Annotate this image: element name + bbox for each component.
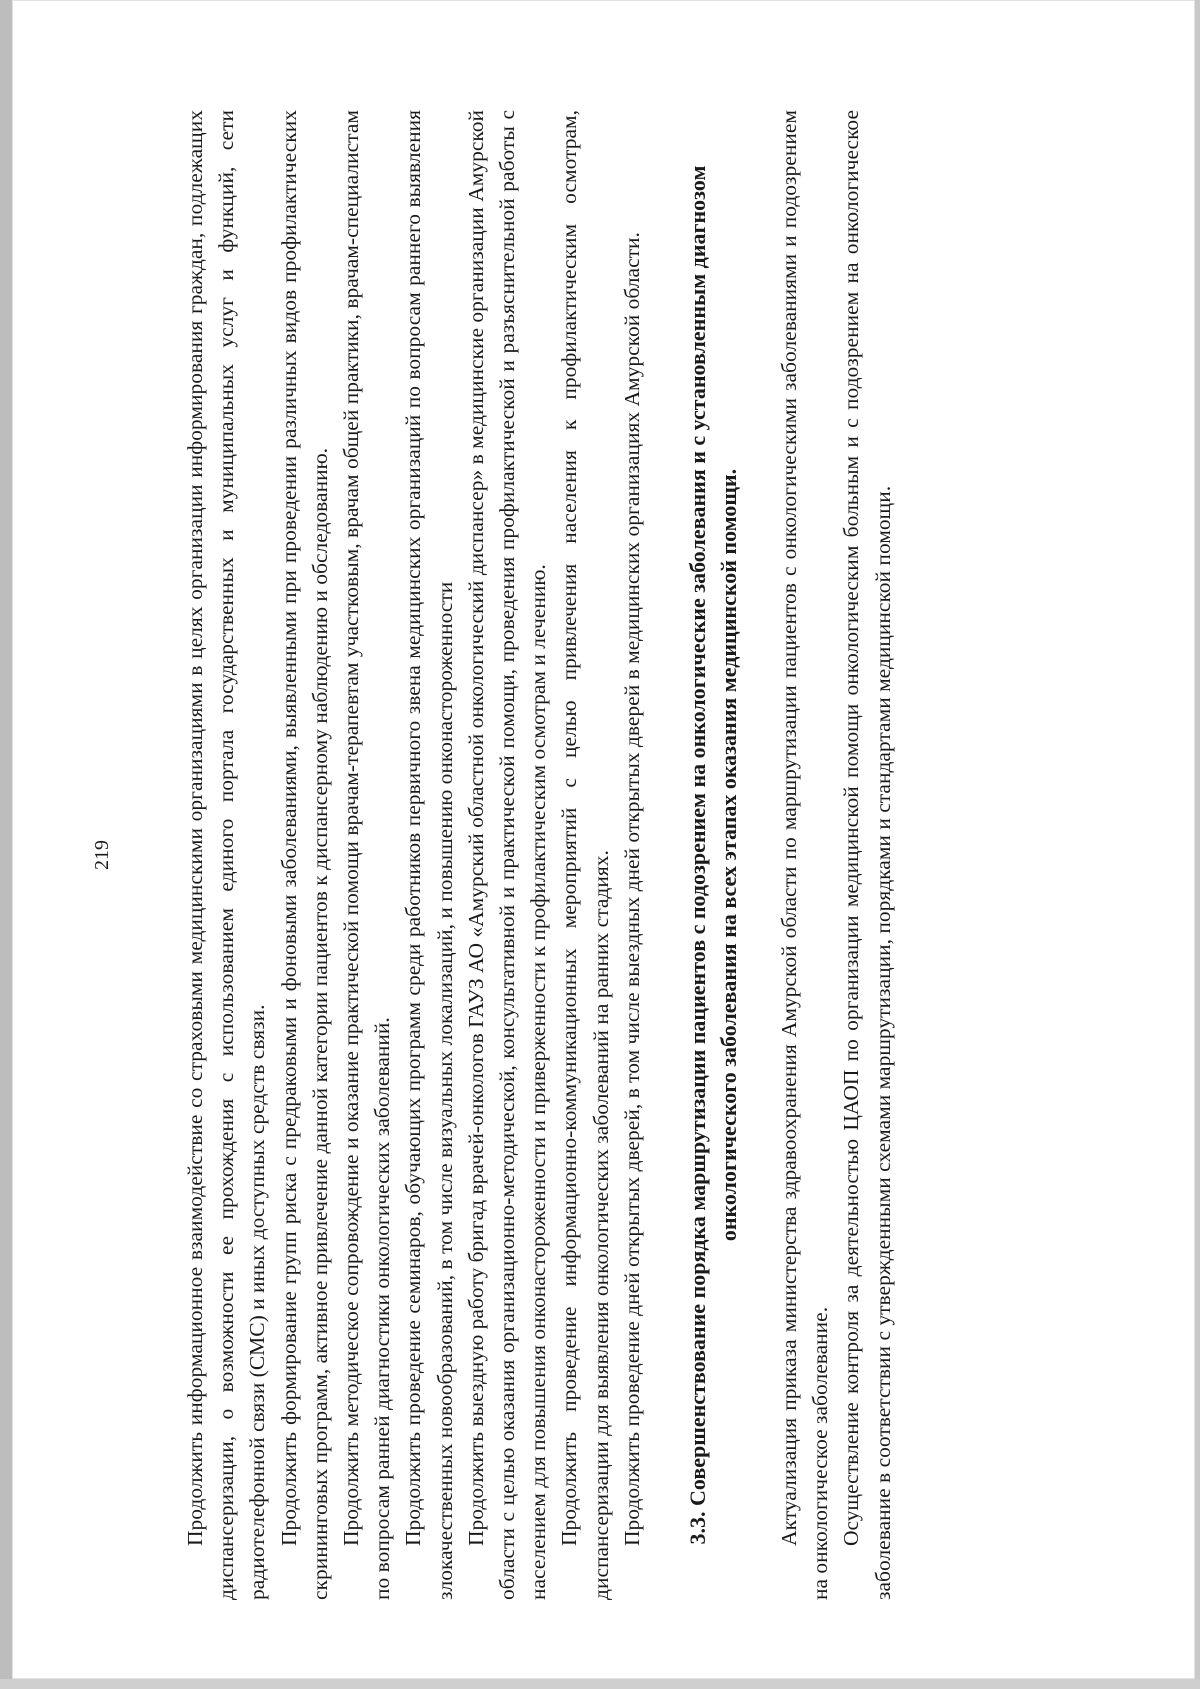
section-number: 3.3. xyxy=(685,1511,711,1545)
scan-bottom-border xyxy=(0,1679,1200,1689)
scan-right-border xyxy=(1195,0,1200,1689)
document-page xyxy=(12,0,1195,1679)
section-heading xyxy=(682,110,744,1600)
paragraph: Продолжить формирование групп риска с предраковыми и фоновыми заболеваниями, выявленными при проведении различных видов профилактических скрининговых программ, активное привлечение данной категории пациентов к диспансерному наблюдению и обследованию. xyxy=(276,110,332,1600)
paragraph: Осуществление контроля за деятельностью ЦАОП по организации медицинской помощи онкологическим больным и с подозрением на онкологическое заболевание в соответствии с утвержденными схемами маршрутизации, порядками и стандартами медицинской помощи. xyxy=(839,110,895,1600)
paragraph: Продолжить выездную работу бригад врачей-онкологов ГАУЗ АО «Амурский областной онкологический диспансер» в медицинские организации Амурской области с целью оказания организационно-методической, консультативной и практической помощи, проведения профилактической и разъяснительной работы с населением для повышения онконастороженности и приверженности к профилактическим осмотрам и лечению. xyxy=(463,110,551,1600)
section-title: Совершенствование порядка маршрутизации пациентов с подозрением на онкологические заболевания и с установленным диагнозом онкологического заболевания на всех этапах оказания медицинской помощи. xyxy=(685,165,742,1506)
paragraph: Продолжить проведение информационно-коммуникационных мероприятий с целью привлечения населения к профилактическим осмотрам, диспансеризации для выявления онкологических заболеваний на ранних стадиях. xyxy=(557,110,613,1600)
paragraph: Продолжить проведение дней открытых дверей, в том числе выездных дней открытых дверей в медицинских организациях Амурской области. xyxy=(619,232,644,1546)
scan-left-border xyxy=(0,0,12,1689)
paragraph: Продолжить проведение семинаров, обучающих программ среди работников первичного звена медицинских организаций по вопросам раннего выявления злокачественных новообразований, в том числе визуальных локализаций, и повышению онконастороженности xyxy=(401,110,457,1600)
paragraph: Продолжить методическое сопровождение и оказание практической помощи врачам-терапевтам участковым, врачам общей практики, врачам-специалистам по вопросам ранней диагностики онкологических заболеваний. xyxy=(339,110,395,1600)
paragraph: Продолжить информационное взаимодействие со страховыми медицинскими организациями в целях организации информирования граждан, подлежащих диспансеризации, о возможности ее прохождения с использованием единого портала государственных и муниципальных услуг и функций, сети радиотелефонной связи (СМС) и иных доступных средств связи. xyxy=(183,110,270,1600)
paragraph: Актуализация приказа министерства здравоохранения Амурской области по маршрутизации пациентов с онкологическими заболеваниями и подозрением на онкологическое заболевание. xyxy=(777,110,833,1600)
rotated-text-block xyxy=(91,110,1130,1600)
page-number: 219 xyxy=(91,840,113,870)
